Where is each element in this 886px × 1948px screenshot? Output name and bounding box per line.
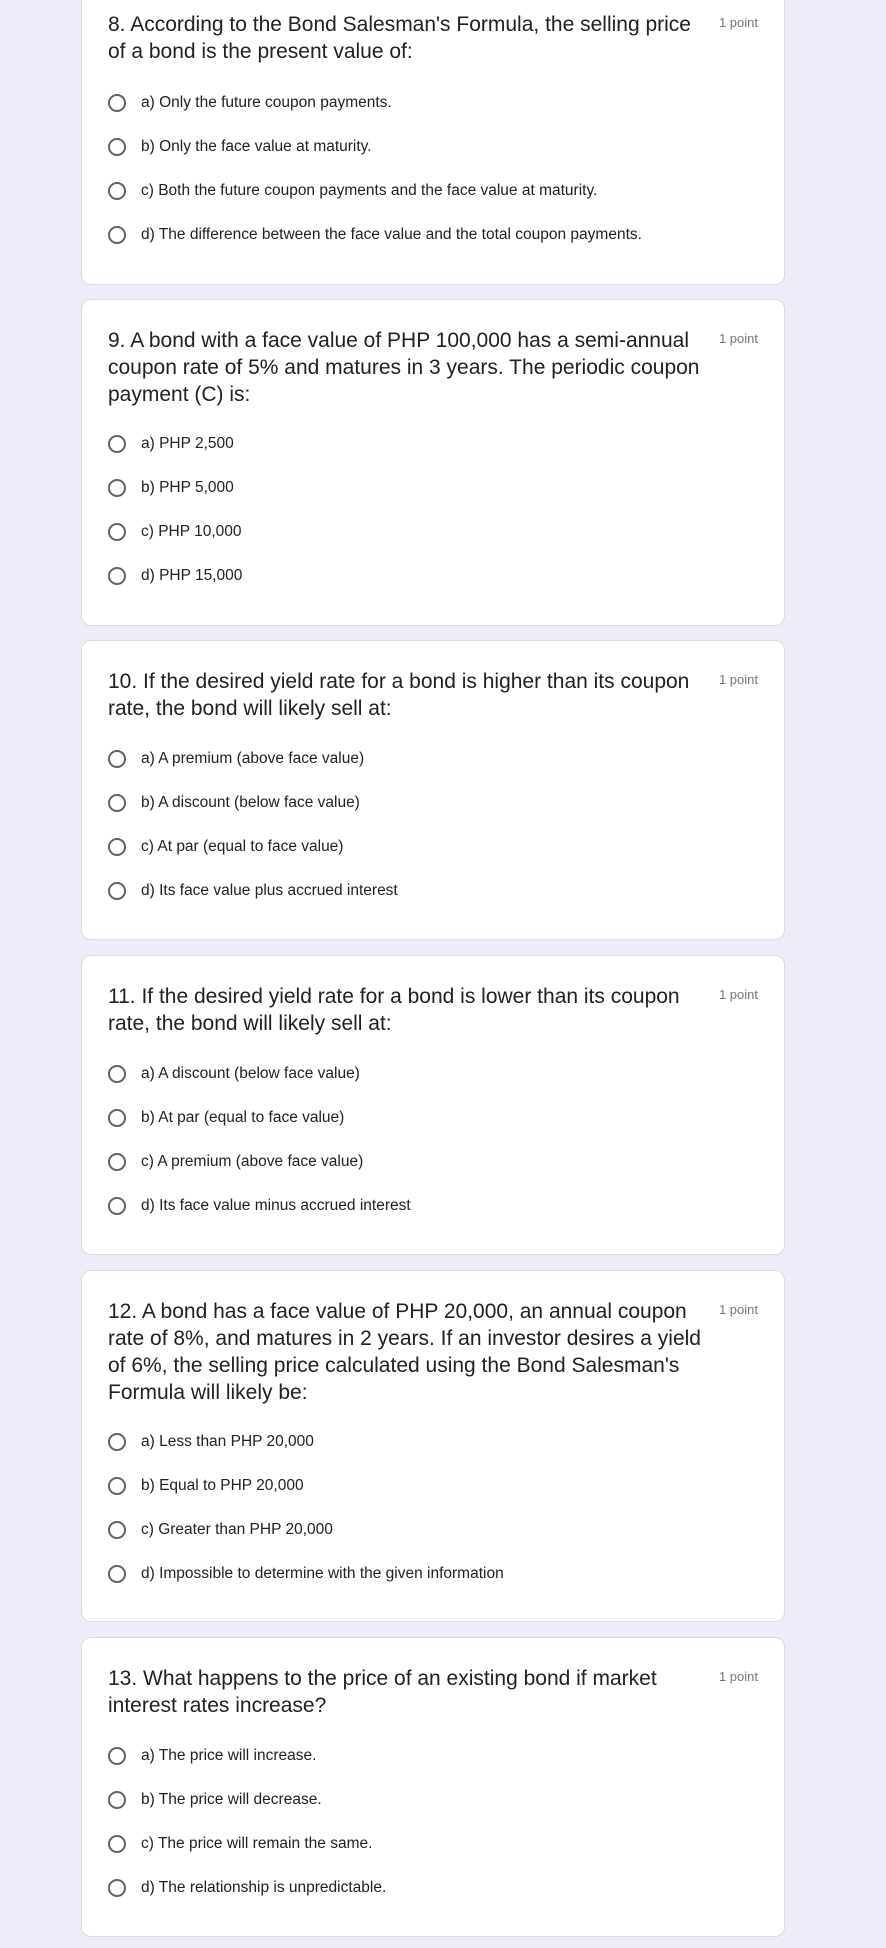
radio-button[interactable] <box>108 138 126 156</box>
points-label: 1 point <box>718 672 758 687</box>
option-label: a) Less than PHP 20,000 <box>141 1433 314 1450</box>
option-label: c) The price will remain the same. <box>141 1835 373 1852</box>
radio-button[interactable] <box>108 479 126 497</box>
radio-button[interactable] <box>108 182 126 200</box>
option-label: d) Impossible to determine with the given information <box>141 1565 504 1582</box>
points-label: 1 point <box>718 1302 758 1317</box>
option-label: a) A premium (above face value) <box>141 750 365 767</box>
option-8d[interactable] <box>108 221 642 249</box>
question-header <box>108 327 758 408</box>
option-label: c) Greater than PHP 20,000 <box>141 1521 333 1538</box>
radio-button[interactable] <box>108 226 126 244</box>
radio-button[interactable] <box>108 1197 126 1215</box>
option-label: d) Its face value plus accrued interest <box>141 882 398 899</box>
option-10c[interactable] <box>108 833 343 861</box>
radio-button[interactable] <box>108 1433 126 1451</box>
radio-button[interactable] <box>108 882 126 900</box>
option-label: d) The relationship is unpredictable. <box>141 1879 387 1896</box>
option-label: a) PHP 2,500 <box>141 435 234 452</box>
question-header <box>108 11 758 65</box>
question-title: 9. A bond with a face value of PHP 100,000 has a semi-annual coupon rate of 5% and matures in 3 years. The periodic coupon payment (C) is: <box>108 329 700 406</box>
option-label: b) A discount (below face value) <box>141 794 360 811</box>
option-label: b) Only the face value at maturity. <box>141 138 372 155</box>
radio-button[interactable] <box>108 1153 126 1171</box>
option-label: b) At par (equal to face value) <box>141 1109 345 1126</box>
points-label: 1 point <box>718 987 758 1002</box>
option-10b[interactable] <box>108 789 360 817</box>
radio-button[interactable] <box>108 794 126 812</box>
option-label: d) PHP 15,000 <box>141 567 243 584</box>
option-label: c) Both the future coupon payments and the face value at maturity. <box>141 182 598 199</box>
question-title: 12. A bond has a face value of PHP 20,000, an annual coupon rate of 8%, and matures in 2 years. If an investor desires a yield of 6%, the selling price calculated using the Bond Salesman's Formula will likely be: <box>108 1300 701 1404</box>
question-card-9 <box>81 299 785 626</box>
radio-button[interactable] <box>108 567 126 585</box>
question-title: 11. If the desired yield rate for a bond is lower than its coupon rate, the bond will likely sell at: <box>108 985 680 1035</box>
option-label: b) Equal to PHP 20,000 <box>141 1477 304 1494</box>
radio-button[interactable] <box>108 94 126 112</box>
option-12c[interactable] <box>108 1516 333 1544</box>
question-header <box>108 1665 758 1719</box>
option-9c[interactable] <box>108 518 242 546</box>
radio-button[interactable] <box>108 1521 126 1539</box>
option-8a[interactable] <box>108 89 392 117</box>
option-11a[interactable] <box>108 1060 360 1088</box>
question-header <box>108 668 758 722</box>
option-13c[interactable] <box>108 1830 372 1858</box>
question-title: 13. What happens to the price of an existing bond if market interest rates increase? <box>108 1667 657 1717</box>
option-11b[interactable] <box>108 1104 344 1132</box>
radio-button[interactable] <box>108 1065 126 1083</box>
points-label: 1 point <box>718 331 758 346</box>
option-11c[interactable] <box>108 1148 363 1176</box>
radio-button[interactable] <box>108 1477 126 1495</box>
question-header <box>108 1298 758 1406</box>
radio-button[interactable] <box>108 1879 126 1897</box>
question-header <box>108 983 758 1037</box>
question-card-13 <box>81 1637 785 1937</box>
option-label: b) PHP 5,000 <box>141 479 234 496</box>
option-13a[interactable] <box>108 1742 316 1770</box>
option-13b[interactable] <box>108 1786 322 1814</box>
option-label: a) Only the future coupon payments. <box>141 94 392 111</box>
option-label: b) The price will decrease. <box>141 1791 322 1808</box>
option-9a[interactable] <box>108 430 234 458</box>
radio-button[interactable] <box>108 435 126 453</box>
question-card-10 <box>81 640 785 940</box>
option-10d[interactable] <box>108 877 398 905</box>
question-title: 10. If the desired yield rate for a bond is higher than its coupon rate, the bond will likely sell at: <box>108 670 690 720</box>
radio-button[interactable] <box>108 1565 126 1583</box>
radio-button[interactable] <box>108 1747 126 1765</box>
option-9b[interactable] <box>108 474 234 502</box>
radio-button[interactable] <box>108 838 126 856</box>
option-10a[interactable] <box>108 745 364 773</box>
option-label: a) A discount (below face value) <box>141 1065 360 1082</box>
radio-button[interactable] <box>108 1109 126 1127</box>
option-13d[interactable] <box>108 1874 386 1902</box>
radio-button[interactable] <box>108 1791 126 1809</box>
radio-button[interactable] <box>108 750 126 768</box>
option-9d[interactable] <box>108 562 242 590</box>
question-card-12 <box>81 1270 785 1622</box>
question-title: 8. According to the Bond Salesman's Formula, the selling price of a bond is the present value of: <box>108 13 691 63</box>
option-label: a) The price will increase. <box>141 1747 317 1764</box>
radio-button[interactable] <box>108 1835 126 1853</box>
option-label: d) Its face value minus accrued interest <box>141 1197 411 1214</box>
option-label: c) PHP 10,000 <box>141 523 242 540</box>
option-8c[interactable] <box>108 177 597 205</box>
question-card-11 <box>81 955 785 1255</box>
option-12d[interactable] <box>108 1560 504 1588</box>
points-label: 1 point <box>718 1669 758 1684</box>
option-12b[interactable] <box>108 1472 304 1500</box>
points-label: 1 point <box>718 15 758 30</box>
option-12a[interactable] <box>108 1428 314 1456</box>
option-label: c) At par (equal to face value) <box>141 838 344 855</box>
option-label: d) The difference between the face value and the total coupon payments. <box>141 226 642 243</box>
option-label: c) A premium (above face value) <box>141 1153 364 1170</box>
option-11d[interactable] <box>108 1192 411 1220</box>
question-card-8 <box>81 0 785 285</box>
radio-button[interactable] <box>108 523 126 541</box>
option-8b[interactable] <box>108 133 372 161</box>
